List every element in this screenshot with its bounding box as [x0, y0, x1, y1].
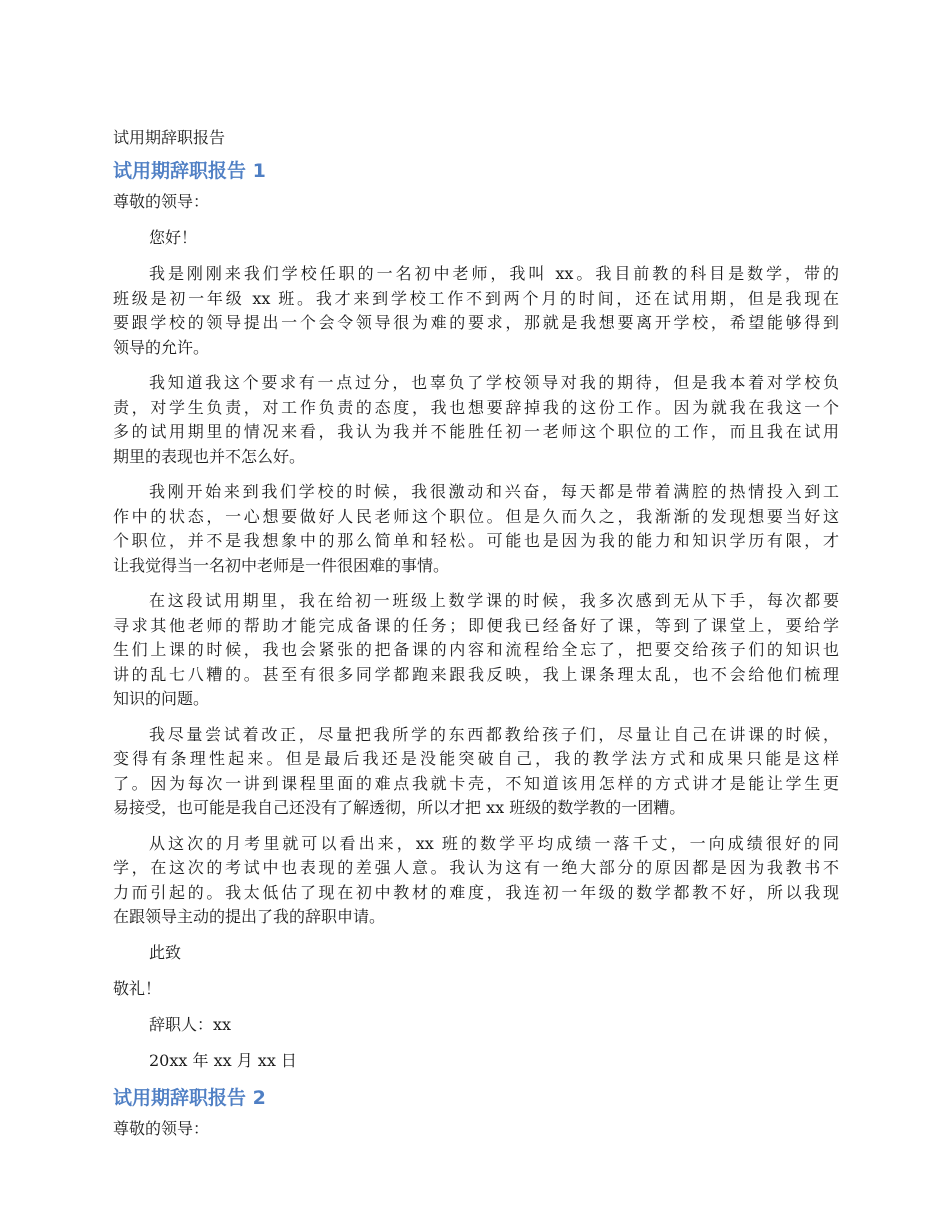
- regards: 敬礼！: [113, 978, 162, 998]
- salutation-2: 尊敬的领导：: [113, 1118, 210, 1138]
- paragraph-line: 让我觉得当一名初中老师是一件很困难的事情。: [113, 555, 450, 575]
- paragraph-line: 多的试用期里的情况来看，我认为我并不能胜任初一老师这个职位的工作，而且我在试用: [113, 422, 839, 441]
- paragraph-line: 责，对学生负责，对工作负责的态度，我也想要辞掉我的这份工作。因为就我在我这一个: [113, 397, 839, 417]
- paragraph-1: [113, 262, 839, 360]
- paragraph-line: 生们上课的时候，我也会紧张的把备课的内容和流程给全忘了，把要交给孩子们的知识也: [113, 640, 839, 659]
- paragraph-5: [113, 723, 839, 821]
- date: 20xx 年 xx 月 xx 日: [149, 1050, 297, 1070]
- signature: 辞职人：xx: [149, 1014, 232, 1034]
- paragraph-line: 易接受，也可能是我自己还没有了解透彻，所以才把 xx 班级的数学教的一团糟。: [113, 798, 686, 817]
- paragraph-line: 学，在这次的考试中也表现的差强人意。我认为这有一绝大部分的原因都是因为我教书不: [113, 858, 839, 877]
- paragraph-line: 我刚开始来到我们学校的时候，我很激动和兴奋，每天都是带着满腔的热情投入到工: [149, 482, 839, 501]
- paragraph-6: [113, 832, 839, 930]
- paragraph-line: 变得有条理性起来。但是最后我还是没能突破自己，我的教学法方式和成果只能是这样: [113, 749, 839, 768]
- section-heading-2: 试用期辞职报告 2: [113, 1086, 266, 1109]
- paragraph-line: 在这段试用期里，我在给初一班级上数学课的时候，我多次感到无从下手，每次都要: [149, 591, 839, 610]
- paragraph-2: [113, 371, 839, 469]
- paragraph-line: 寻求其他老师的帮助才能完成备课的任务；即便我已经备好了课，等到了课堂上，要给学: [113, 615, 839, 635]
- salutation: 尊敬的领导：: [113, 192, 210, 211]
- closing: 此致: [149, 942, 182, 962]
- paragraph-line: 讲的乱七八糟的。甚至有很多同学都跑来跟我反映，我上课条理太乱，也不会给他们梳理: [113, 664, 839, 684]
- document-title: 试用期辞职报告: [113, 128, 226, 147]
- paragraph-line: 班级是初一年级 xx 班。我才来到学校工作不到两个月的时间，还在试用期，但是我现在: [113, 288, 839, 308]
- paragraph-line: 在跟领导主动的提出了我的辞职申请。: [113, 907, 386, 926]
- greeting: 您好！: [149, 228, 198, 247]
- paragraph-line: 了。因为每次一讲到课程里面的难点我就卡壳，不知道该用怎样的方式讲才是能让学生更: [113, 773, 839, 793]
- paragraph-line: 力而引起的。我太低估了现在初中教材的难度，我连初一年级的数学都教不好，所以我现: [113, 882, 839, 902]
- paragraph-line: 领导的允许。: [113, 337, 210, 357]
- section-heading-1: 试用期辞职报告 1: [113, 160, 266, 182]
- paragraph-line: 我是刚刚来我们学校任职的一名初中老师，我叫 xx。我目前教的科目是数学，带的: [149, 264, 839, 283]
- paragraph-4: [113, 589, 839, 712]
- paragraph-line: 从这次的月考里就可以看出来，xx 班的数学平均成绩一落千丈，一向成绩很好的同: [149, 833, 839, 853]
- document-page: [113, 126, 839, 1153]
- paragraph-line: 我知道我这个要求有一点过分，也辜负了学校领导对我的期待，但是我本着对学校负: [149, 373, 839, 392]
- paragraph-line: 期里的表现也并不怎么好。: [113, 446, 306, 466]
- paragraph-line: 作中的状态，一心想要做好人民老师这个职位。但是久而久之，我渐渐的发现想要当好这: [113, 506, 839, 526]
- paragraph-line: 个职位，并不是我想象中的那么简单和轻松。可能也是因为我的能力和知识学历有限，才: [113, 531, 839, 550]
- paragraph-line: 知识的问题。: [113, 689, 210, 708]
- paragraph-line: 我尽量尝试着改正，尽量把我所学的东西都教给孩子们，尽量让自己在讲课的时候，: [149, 724, 839, 744]
- paragraph-3: [113, 480, 839, 578]
- paragraph-line: 要跟学校的领导提出一个会令领导很为难的要求，那就是我想要离开学校，希望能够得到: [113, 313, 839, 332]
